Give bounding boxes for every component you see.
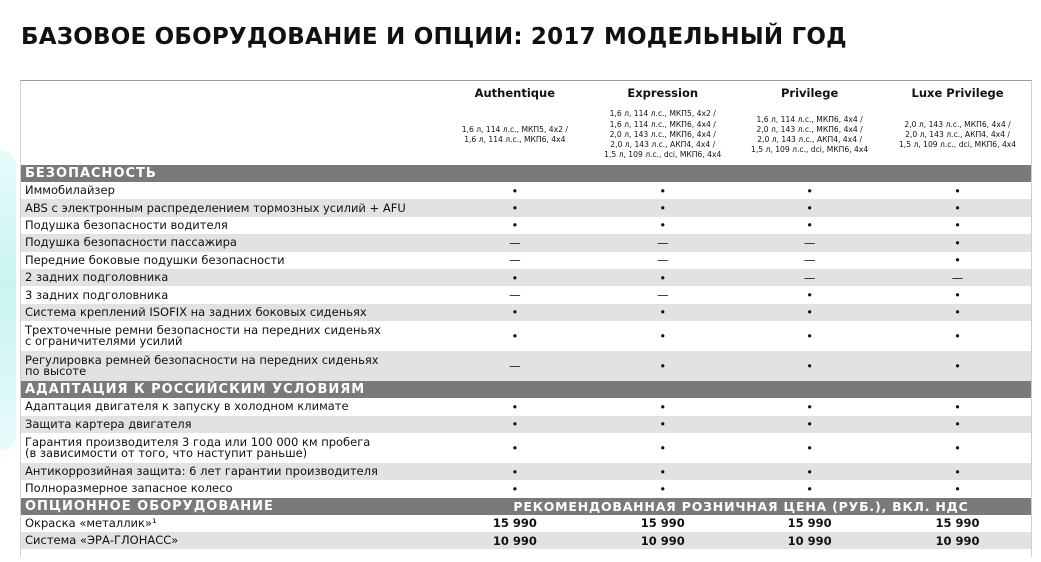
availability-cell: • <box>806 464 814 479</box>
availability-cell: — <box>803 270 816 285</box>
engine-line: 2,0 л, 143 л.с., МКП6, 4x4 / <box>756 124 863 134</box>
table-row <box>21 463 1031 480</box>
availability-cell: • <box>511 417 519 432</box>
engine-line: 1,5 л, 109 л.с., dci, МКП6, 4x4 <box>898 140 1017 150</box>
availability-cell: • <box>511 305 519 320</box>
feature-label-line: Система «ЭРА-ГЛОНАСС» <box>25 533 179 548</box>
availability-cell: • <box>806 305 814 320</box>
header-blank-cell <box>21 81 439 165</box>
availability-cell: • <box>954 305 961 320</box>
availability-cell: • <box>659 399 667 414</box>
availability-cell: • <box>806 417 814 432</box>
availability-cell: • <box>806 481 814 496</box>
trim-name: Authentique <box>474 86 556 100</box>
feature-label <box>21 252 439 267</box>
table-row <box>21 398 1031 415</box>
availability-cell: • <box>511 270 519 285</box>
trim-engines <box>462 125 568 145</box>
availability-cell: • <box>954 440 961 455</box>
availability-cell: • <box>659 440 667 455</box>
availability-cell: — <box>657 235 669 250</box>
engine-line: 1,6 л, 114 л.с., МКП6, 4x4 <box>464 135 566 144</box>
table-row <box>21 351 1031 381</box>
availability-cell: • <box>954 235 961 250</box>
price-cell: 15 990 <box>492 516 537 531</box>
availability-cell: — <box>803 253 816 268</box>
availability-cell: • <box>659 201 667 216</box>
engine-line: 1,6 л, 114 л.с., МКП5, 4x2 / <box>609 109 716 119</box>
feature-label-line: Подушка безопасности водителя <box>25 217 228 232</box>
trim-name: Luxe Privilege <box>911 86 1004 100</box>
section-header <box>21 381 1031 398</box>
availability-cell: • <box>511 183 519 198</box>
availability-cell: — <box>509 359 521 374</box>
feature-label <box>21 325 439 347</box>
feature-label <box>21 535 439 546</box>
equipment-table <box>20 80 1032 557</box>
table-row <box>21 217 1031 234</box>
price-cell: 15 990 <box>935 516 980 531</box>
availability-cell: • <box>511 481 519 496</box>
feature-label-line: Регулировка ремней безопасности на передних сиденьях <box>25 353 379 368</box>
availability-cell: • <box>806 201 814 216</box>
feature-label <box>21 466 439 477</box>
engine-line: 2,0 л, 143 л.с., АКП4, 4x4 / <box>610 140 716 150</box>
availability-cell: • <box>954 218 961 233</box>
engine-line: 1,6 л, 114 л.с., МКП5, 4x2 / <box>461 124 568 134</box>
table-row <box>21 532 1031 549</box>
engine-line: 1,5 л, 109 л.с., dci, МКП6, 4x4 <box>604 150 722 160</box>
trim-engines <box>751 115 868 156</box>
availability-cell: • <box>511 440 519 455</box>
availability-cell: • <box>659 305 667 320</box>
availability-cell: • <box>954 253 961 268</box>
availability-cell: • <box>954 329 961 344</box>
availability-cell: • <box>659 329 667 344</box>
availability-cell: • <box>954 399 961 414</box>
feature-label <box>21 272 439 283</box>
table-row <box>21 199 1031 216</box>
availability-cell: • <box>954 464 961 479</box>
trim-name: Expression <box>627 86 699 100</box>
availability-cell: • <box>659 464 667 479</box>
section-header <box>21 498 1031 515</box>
availability-cell: • <box>954 481 961 496</box>
availability-cell: • <box>806 440 814 455</box>
feature-label-line: по высоте <box>25 364 87 379</box>
availability-cell: • <box>806 359 814 374</box>
section-header <box>21 165 1031 182</box>
price-cell: 15 990 <box>787 516 832 531</box>
availability-cell: • <box>806 218 814 233</box>
availability-cell: — <box>657 288 669 303</box>
feature-label <box>21 416 439 431</box>
availability-cell: • <box>954 417 961 432</box>
feature-label <box>21 237 439 248</box>
price-cell: 10 990 <box>935 533 980 548</box>
availability-cell: — <box>509 253 521 268</box>
table-row <box>21 182 1031 199</box>
availability-cell: • <box>806 399 814 414</box>
availability-cell: • <box>659 183 667 198</box>
feature-label-line: Окраска «металлик»¹ <box>25 515 157 530</box>
feature-label <box>21 217 439 232</box>
left-accent-decoration <box>0 150 16 450</box>
availability-cell: • <box>954 359 961 374</box>
trim-name: Privilege <box>781 86 839 100</box>
engine-line: 2,0 л, 143 л.с., МКП6, 4x4 / <box>904 119 1011 129</box>
feature-label-line: Полноразмерное запасное колесо <box>25 481 233 496</box>
feature-label <box>21 355 439 377</box>
engine-line: 2,0 л, 143 л.с., АКП4, 4x4 / <box>905 129 1010 139</box>
table-row <box>21 252 1031 269</box>
price-cell: 10 990 <box>787 533 832 548</box>
engine-line: 2,0 л, 143 л.с., МКП6, 4x4 / <box>609 129 716 139</box>
table-body <box>21 165 1031 549</box>
feature-label <box>21 185 439 196</box>
table-row <box>21 515 1031 532</box>
availability-cell: — <box>951 270 964 285</box>
table-row <box>21 416 1031 433</box>
availability-cell: • <box>659 218 667 233</box>
table-row <box>21 433 1031 463</box>
feature-label-line: 2 задних подголовника <box>25 270 169 285</box>
table-row <box>21 321 1031 351</box>
engine-line: 1,5 л, 109 л.с., dci, МКП6, 4x4 <box>751 145 869 155</box>
feature-label-line: Защита картера двигателя <box>25 416 192 431</box>
availability-cell: • <box>659 359 667 374</box>
price-header: РЕКОМЕНДОВАННАЯ РОЗНИЧНАЯ ЦЕНА (РУБ.), ВКЛ. НДС <box>513 498 969 514</box>
trim-column-expression <box>590 81 735 165</box>
availability-cell: — <box>509 235 521 250</box>
availability-cell: • <box>659 417 667 432</box>
price-cell: 10 990 <box>492 533 537 548</box>
availability-cell: • <box>511 201 519 216</box>
feature-label-line: ABS с электронным распределением тормозных усилий + AFU <box>25 200 406 215</box>
availability-cell: — <box>509 288 521 303</box>
availability-cell: • <box>511 218 519 233</box>
feature-label <box>21 401 439 412</box>
availability-cell: • <box>954 201 961 216</box>
feature-label <box>21 483 439 494</box>
feature-label <box>21 515 439 530</box>
feature-label-line: Подушка безопасности пассажира <box>25 235 237 250</box>
section-title: ОПЦИОННОЕ ОБОРУДОВАНИЕ <box>25 498 274 514</box>
price-cell: 15 990 <box>640 516 685 531</box>
table-row <box>21 286 1031 303</box>
feature-label-line: Гарантия производителя 3 года или 100 000 км пробега <box>25 434 371 449</box>
feature-label-line: Иммобилайзер <box>25 183 115 198</box>
feature-label <box>21 200 439 215</box>
page-title: БАЗОВОЕ ОБОРУДОВАНИЕ И ОПЦИИ: 2017 МОДЕЛЬНЫЙ ГОД <box>21 24 847 50</box>
feature-label-line: с ограничителями усилий <box>25 334 183 349</box>
trim-column-privilege <box>735 81 884 165</box>
availability-cell: • <box>954 183 961 198</box>
table-row <box>21 480 1031 497</box>
engine-line: 1,6 л, 114 л.с., МКП6, 4x4 / <box>609 119 716 129</box>
availability-cell: • <box>511 329 519 344</box>
section-title: АДАПТАЦИЯ К РОССИЙСКИМ УСЛОВИЯМ <box>25 382 366 398</box>
availability-cell: • <box>806 329 814 344</box>
availability-cell: • <box>806 288 814 303</box>
feature-label <box>21 287 439 302</box>
feature-label-line: Трехточечные ремни безопасности на передних сиденьях <box>25 323 381 338</box>
availability-cell: — <box>657 253 669 268</box>
table-row <box>21 269 1031 286</box>
trim-column-authentique <box>439 81 590 165</box>
feature-label <box>21 304 439 319</box>
engine-line: 1,6 л, 114 л.с., МКП6, 4x4 / <box>756 114 863 124</box>
engine-line: 2,0 л, 143 л.с., АКП4, 4x4 / <box>757 135 863 144</box>
feature-label-line: (в зависимости от того, что наступит раньше) <box>25 445 308 460</box>
cut-off-row <box>21 549 1031 557</box>
availability-cell: • <box>511 464 519 479</box>
feature-label-line: 3 задних подголовника <box>25 287 169 302</box>
feature-label <box>21 434 439 460</box>
section-title: БЕЗОПАСНОСТЬ <box>25 166 157 181</box>
availability-cell: • <box>511 399 519 414</box>
table-row <box>21 304 1031 321</box>
feature-label-line: Адаптация двигателя к запуску в холодном климате <box>25 399 349 414</box>
price-cell: 10 990 <box>640 533 685 548</box>
availability-cell: • <box>659 270 667 285</box>
table-header <box>21 81 1031 165</box>
feature-label-line: Система креплений ISOFIX на задних боковых сиденьях <box>25 304 367 319</box>
table-row <box>21 234 1031 251</box>
availability-cell: • <box>659 481 667 496</box>
trim-engines <box>899 120 1016 151</box>
feature-label-line: Антикоррозийная защита: 6 лет гарантии производителя <box>25 464 378 479</box>
availability-cell: • <box>806 183 814 198</box>
trim-engines <box>604 109 721 160</box>
availability-cell: — <box>803 235 816 250</box>
availability-cell: • <box>954 288 961 303</box>
feature-label-line: Передние боковые подушки безопасности <box>25 252 285 267</box>
trim-column-luxe-privilege <box>884 81 1031 165</box>
